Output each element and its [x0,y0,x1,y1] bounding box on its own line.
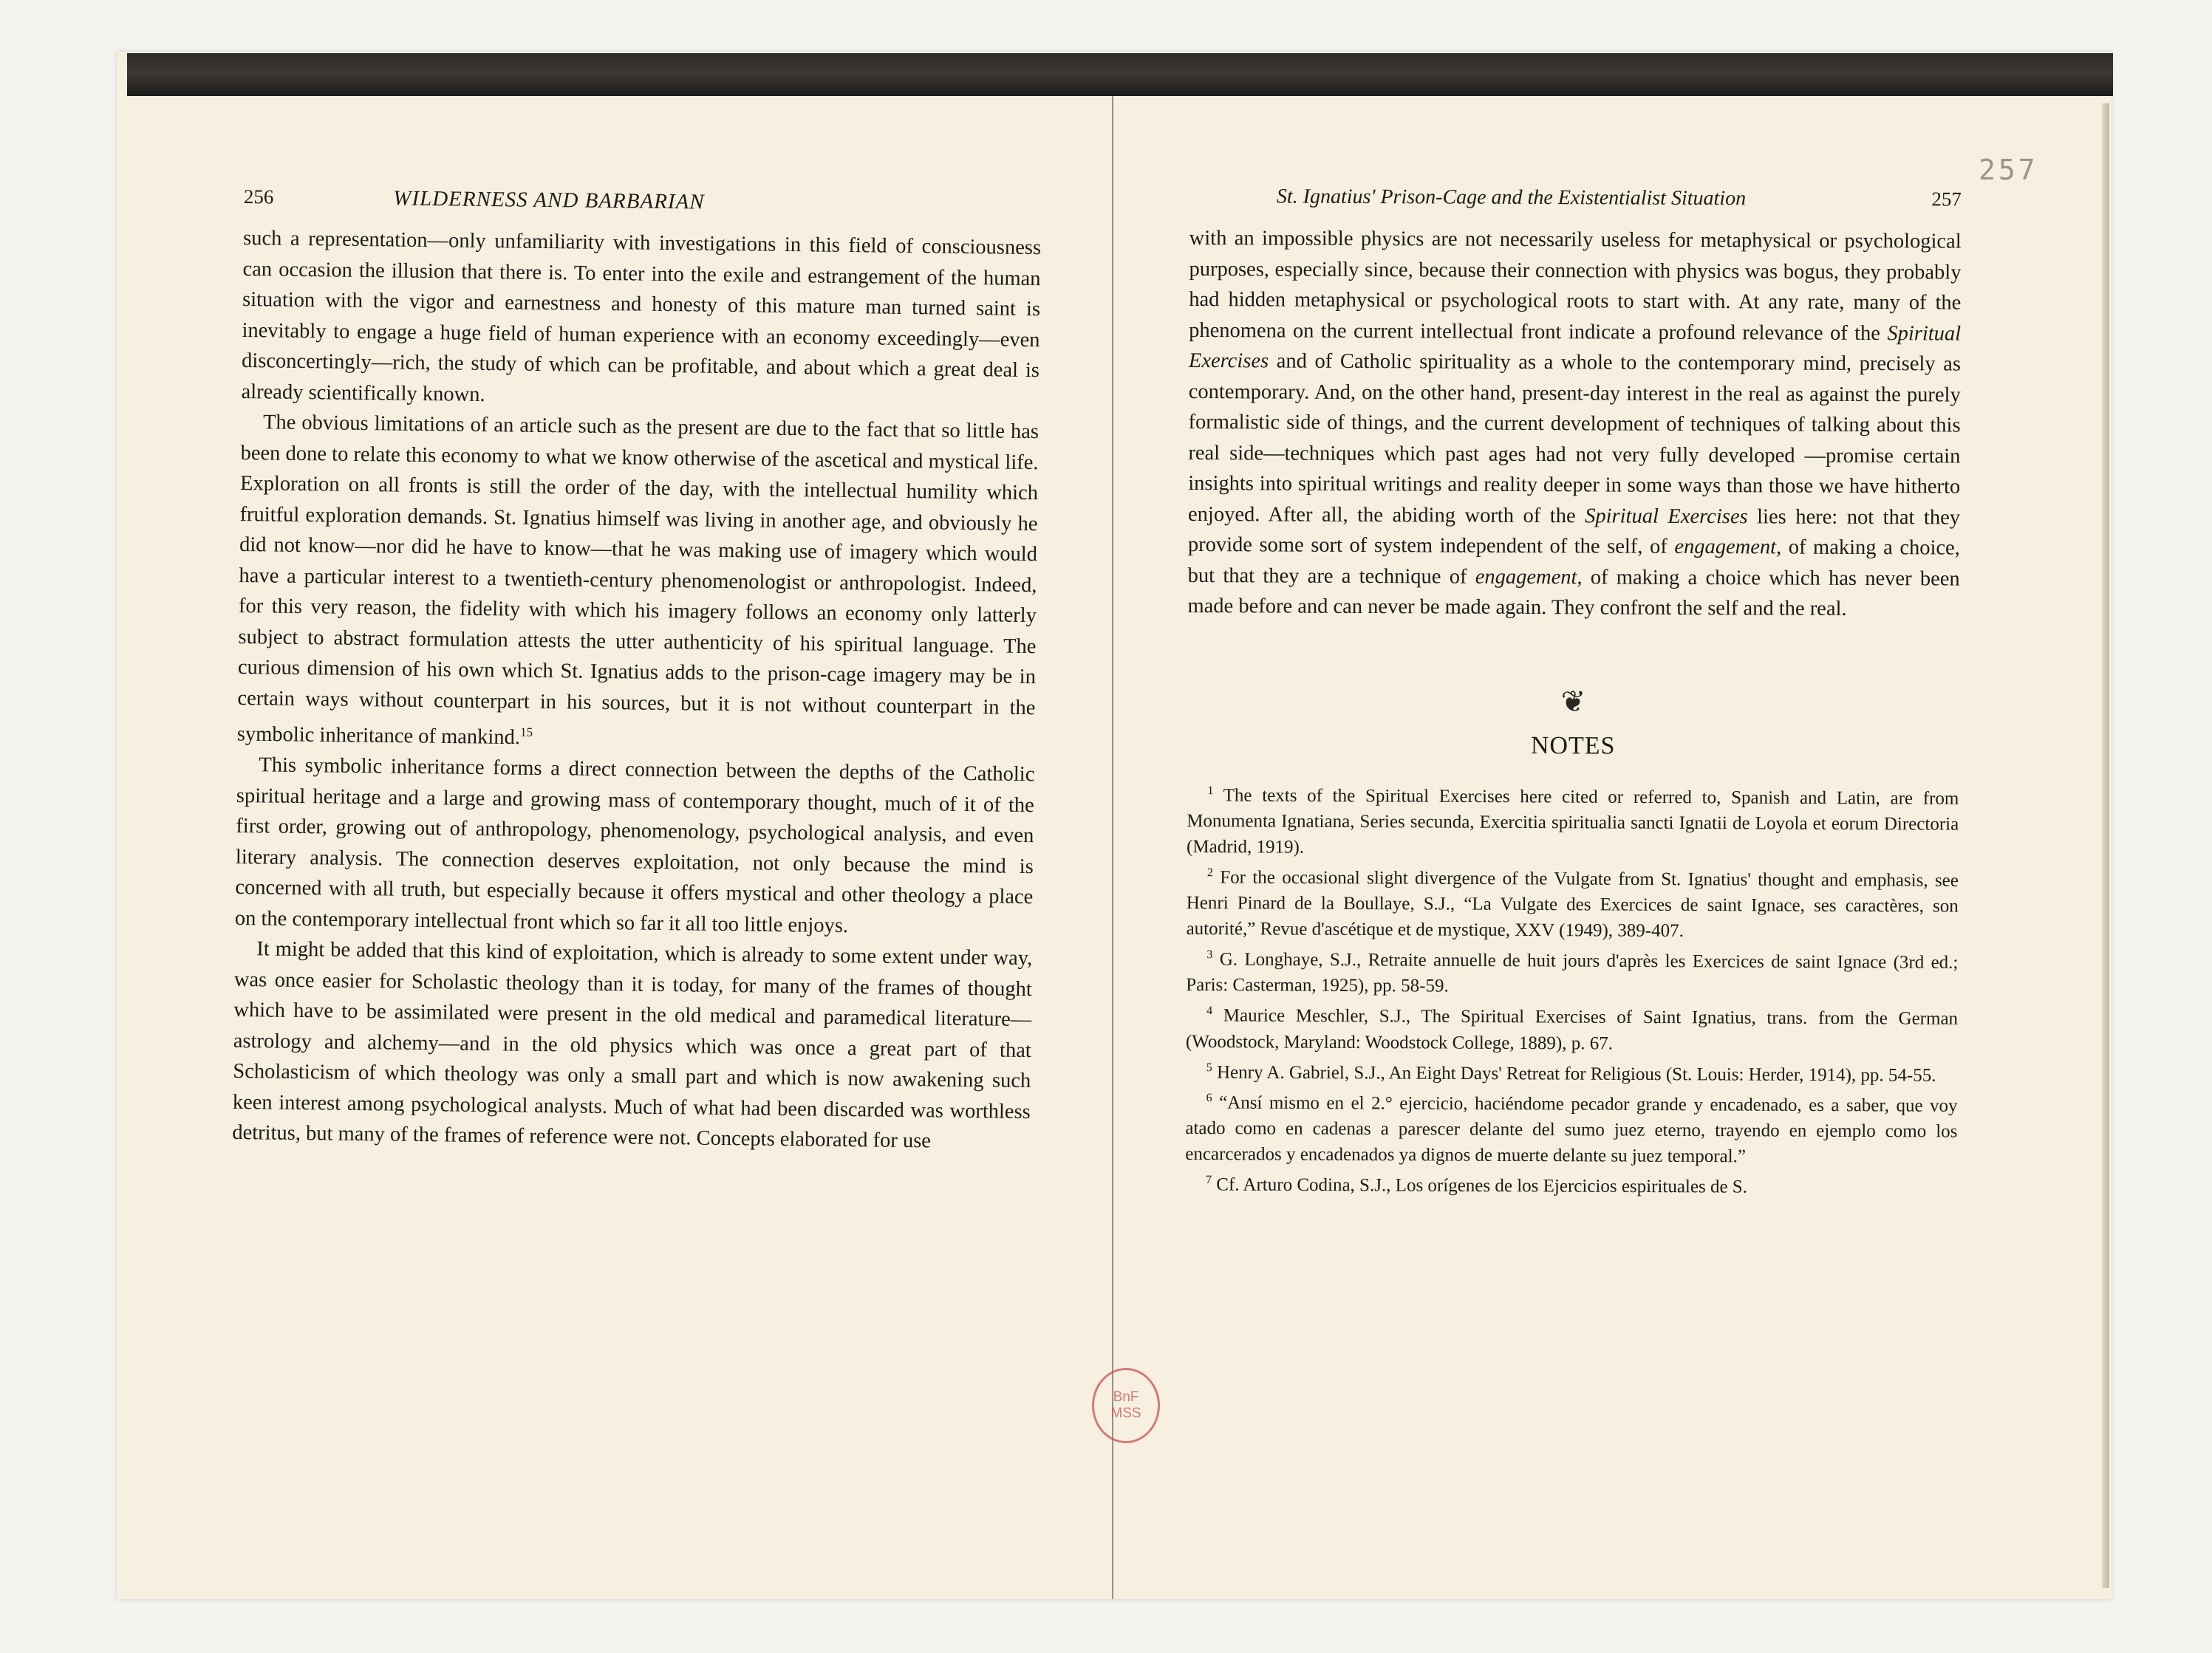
stamp-line: MSS [1110,1406,1141,1421]
left-page-number: 256 [243,185,274,208]
note-number: 3 [1206,948,1213,962]
text-segment: lies here: not that they provide some sort of system independent of the self, of [1187,504,1961,558]
paragraph-text: The obvious limitations of an article such as the present are due to the fact that so little has been done to relate this economy to what we know otherwise of the ascetical and mystical life. Exploration on all fronts is still the order of the day, with the intellectual humility which fruitful exploration demands. St. Ignatius himself was living in another age, and obviously he did not know—nor did he have to know—that he was making use of imagery which would have a particular interest to a twentieth-century phenomenologist or anthropologist. Indeed, for this very reason, the fidelity with which his imagery follows an economy only latterly subject to abstract formulation attests the utter authenticity of his spiritual language. The curious dimension of his own which St. Ignatius adds to the prison-cage imagery may be in certain ways without counterpart in his sources, but it is not without counterpart in the symbolic inheritance of mankind. [236,411,1040,750]
italic-title: Spiritual Exercises [1188,321,1962,373]
note-text: Maurice Meschler, S.J., The Spiritual Exercises of Saint Ignatius, trans. from the German (Woodstock, Maryland: Woodstock College, 1889), p. 67. [1185,1006,1959,1054]
note-item [1187,777,1959,863]
note-item [1187,860,1959,945]
paragraph: This symbolic inheritance forms a direct connection between the depths of the Catholic spiritual heritage and a large and growing mass of contemporary thought, much of it of the first order, growing out of anthropology, phenomenology, psychological analysis, and even literary analysis. The connection deserves exploitation, not only because the mind is concerned with all truth, but especially because it offers mystical and other theology a place on the contemporary intellectual front which so far it all too little enjoys. [234,753,1035,937]
note-item [1185,1085,1957,1171]
note-item [1186,998,1958,1058]
note-text: Henry A. Gabriel, S.J., An Eight Days' Retreat for Religious (St. Louis: Herder, 1914), pp. 54-55. [1216,1062,1936,1086]
text-segment: of making a choice, but that they are a technique of [1187,535,1960,589]
paragraph [237,407,1040,759]
italic-term: engagement, [1674,535,1782,559]
left-page [232,185,1042,1158]
footnote-marker: 15 [519,725,533,739]
note-number: 6 [1206,1092,1212,1105]
note-item [1186,1055,1958,1089]
scan-top-edge [127,53,2113,96]
text-segment: and of Catholic spirituality as a whole to the contemporary mind, precisely as contemporary. And, on the other hand, present-day interest in the real as against the purely formalistic side of things, and the current development of techniques of talking about this real side—techniques which past ages had not very fully developed —promise certain insights into spiritual writings and reality deeper in some ways than those we have hitherto enjoyed. After all, the abiding worth of the [1187,349,1962,527]
note-number: 2 [1206,866,1213,879]
italic-term: engagement, [1475,565,1583,589]
corner-page-number: 257 [1979,154,2038,186]
library-stamp [1092,1368,1160,1443]
note-number: 1 [1207,784,1214,797]
notes-heading: NOTES [1530,731,1616,760]
right-body-text [1187,223,1961,625]
stamp-line: BnF [1113,1389,1139,1405]
right-page [1185,185,1962,1201]
paragraph: such a representation—only unfamiliarity with investigations in this field of consciousness can occasion the illusion that there is. To enter into the exile and estrangement of the human situation with the vigor and earnestness and honesty of this mature man turned saint is inevitably to engage a huge field of human experience with an economy exceedingly—even disconcertingly—rich, the study of which can be profitable, and about which a great deal is already scientifically known. [241,226,1042,406]
note-text: Cf. Arturo Codina, S.J., Los orígenes de los Ejercicios espirituales de S. [1216,1174,1748,1198]
note-number: 5 [1206,1061,1212,1074]
paragraph [1187,223,1961,625]
note-text: For the occasional slight divergence of the Vulgate from St. Ignatius' thought and emphasis, see Henri Pinard de la Boullaye, S.J., “La Vulgate des Exercices de saint Ignace, ses caractères, son autorité,” Revue d'ascétique et de mystique, XXV (1949), 389-407. [1186,867,1959,942]
ornament-icon: ❦ [1560,684,1586,718]
text-segment: with an impossible physics are not necessarily useless for metaphysical or psychological purposes, especially since, because their connection with physics was bogus, they probably had hidden metaphysical or psychological roots to start with. At any rate, many of the phenomena on the current intellectual front indicate a profound relevance of the [1189,226,1962,345]
right-page-number: 257 [1931,188,1962,211]
right-running-head [1189,185,1962,222]
scan-right-edge [2102,103,2109,1588]
paragraph: It might be added that this kind of exploitation, which is already to some extent under way, was once easier for Scholastic theology than it is today, for many of the frames of thought which have to be assimilated were present in the old medical and paramedical literature—astrology and alchemy—and in the old physics which was once a great part of that Scholasticism of which theology was only a small part and which is now awakening such keen interest among psychological analysts. Much of what had been discarded was worthless detritus, but many of the frames of reference were not. Concepts elaborated for use [232,937,1033,1153]
right-running-title: St. Ignatius' Prison-Cage and the Existentialist Situation [1276,185,1747,211]
note-item [1185,1167,1957,1201]
note-text: The texts of the Spiritual Exercises here cited or referred to, Spanish and Latin, are from Monumenta Ignatiana, Series secunda, Exercitia spiritualia sancti Ignatii de Loyola et eorum Directoria (Madrid, 1919). [1187,785,1959,858]
left-body-text [232,223,1041,1158]
text-segment: of making a choice which has never been made before and can never be made again. They confront the self and the real. [1187,565,1960,620]
note-item [1186,942,1958,1002]
left-running-title: WILDERNESS AND BARBARIAN [393,186,705,214]
italic-title: Spiritual Exercises [1585,504,1748,528]
notes-list [1185,777,1959,1201]
note-text: G. Longhaye, S.J., Retraite annuelle de huit jours d'après les Exercices de saint Ignace (3rd ed.; Paris: Casterman, 1925), pp. 58-59. [1186,949,1959,997]
note-number: 4 [1206,1005,1213,1018]
note-text: “Ansí mismo en el 2.° ejercicio, haciéndome pecador grande y encadenado, es a saber, que voy atado como en cadenas a parescer delante del sumo juez eterno, trayendo en ejemplo como los encarcerados y encadenados ya dignos de muerte delante su juez temporal.” [1185,1092,1958,1167]
note-number: 7 [1206,1174,1212,1187]
